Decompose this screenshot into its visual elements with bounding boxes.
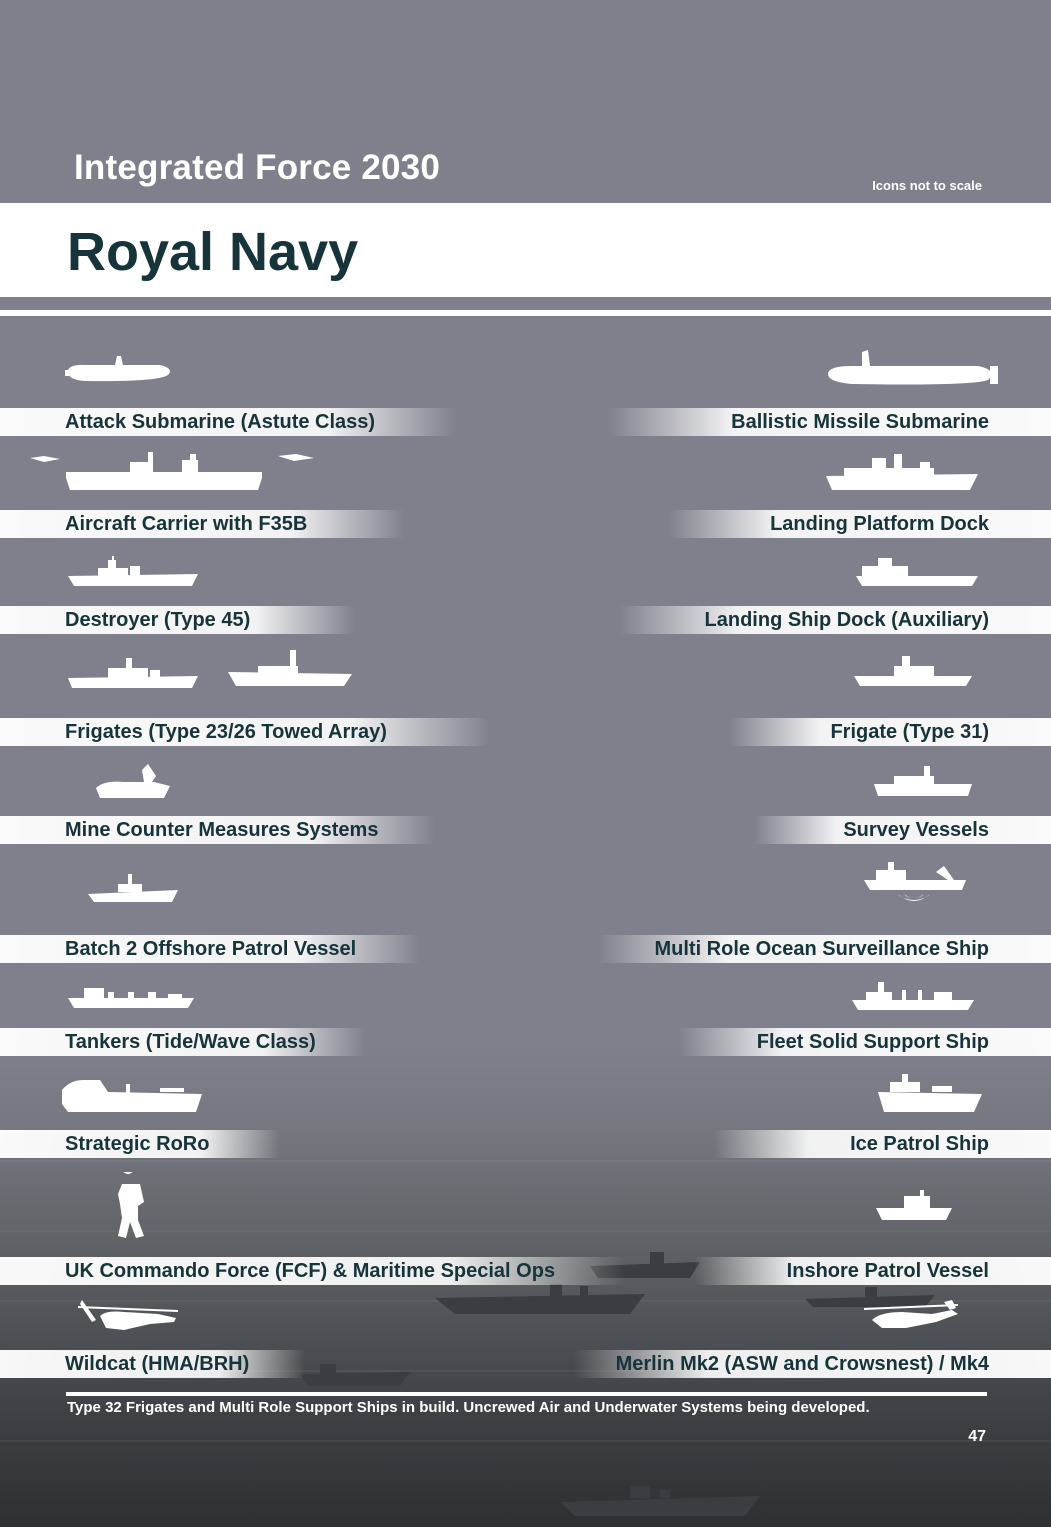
- label-tankers: Tankers (Tide/Wave Class): [0, 1028, 365, 1056]
- survey-vessel-icon: [874, 764, 974, 800]
- label-fleet-solid-support: Fleet Solid Support Ship: [679, 1028, 1051, 1056]
- background-destroyer-silhouette: [560, 1480, 760, 1520]
- label-wildcat: Wildcat (HMA/BRH): [0, 1350, 305, 1378]
- aircraft-carrier-icon: [30, 448, 320, 496]
- merlin-helicopter-icon: [862, 1298, 962, 1334]
- label-aircraft-carrier: Aircraft Carrier with F35B: [0, 510, 405, 538]
- label-ice-patrol-ship: Ice Patrol Ship: [714, 1130, 1051, 1158]
- label-landing-ship-dock: Landing Ship Dock (Auxiliary): [619, 606, 1051, 634]
- background-auxiliary-silhouette: [300, 1360, 410, 1388]
- inshore-patrol-boat-icon: [876, 1188, 954, 1224]
- section-title: Integrated Force 2030: [74, 148, 441, 187]
- header-divider: [0, 310, 1051, 316]
- landing-platform-dock-icon: [824, 450, 980, 494]
- label-mine-countermeasures: Mine Counter Measures Systems: [0, 816, 435, 844]
- label-ocean-surveillance-ship: Multi Role Ocean Surveillance Ship: [599, 935, 1051, 963]
- ballistic-submarine-icon: [822, 346, 1000, 390]
- commando-soldier-icon: [112, 1172, 152, 1240]
- support-ship-icon: [852, 978, 976, 1014]
- label-ballistic-submarine: Ballistic Missile Submarine: [609, 408, 1051, 436]
- label-frigate-type31: Frigate (Type 31): [729, 718, 1051, 746]
- label-merlin-helicopter: Merlin Mk2 (ASW and Crowsnest) / Mk4: [574, 1350, 1051, 1378]
- label-destroyer: Destroyer (Type 45): [0, 606, 355, 634]
- label-landing-platform-dock: Landing Platform Dock: [669, 510, 1051, 538]
- tanker-icon: [68, 980, 196, 1012]
- label-strategic-roro: Strategic RoRo: [0, 1130, 280, 1158]
- page-number: 47: [968, 1428, 986, 1445]
- footnote: Type 32 Frigates and Multi Role Support Ships in build. Uncrewed Air and Underwater Systems being developed.: [67, 1399, 870, 1416]
- landing-ship-icon: [854, 554, 980, 590]
- scale-note: Icons not to scale: [872, 178, 982, 193]
- page-title: Royal Navy: [67, 222, 359, 282]
- label-inshore-patrol-vessel: Inshore Patrol Vessel: [694, 1257, 1051, 1285]
- patrol-vessel-icon: [88, 870, 180, 906]
- destroyer-icon: [68, 556, 200, 590]
- surveillance-ship-icon: [862, 860, 970, 910]
- title-band: [0, 203, 1051, 297]
- label-attack-submarine: Attack Submarine (Astute Class): [0, 408, 455, 436]
- background-carrier-silhouette: [430, 1280, 650, 1320]
- label-offshore-patrol-vessel: Batch 2 Offshore Patrol Vessel: [0, 935, 420, 963]
- label-commando-force: UK Commando Force (FCF) & Maritime Special Ops: [0, 1257, 625, 1285]
- footer-divider: [66, 1392, 987, 1396]
- ice-patrol-ship-icon: [876, 1072, 984, 1116]
- roro-ship-icon: [60, 1076, 206, 1116]
- frigate-type31-icon: [854, 654, 974, 690]
- label-frigates-type23-26: Frigates (Type 23/26 Towed Array): [0, 718, 490, 746]
- submarine-icon: [65, 352, 173, 384]
- label-survey-vessels: Survey Vessels: [754, 816, 1051, 844]
- frigate-icon: [68, 648, 356, 692]
- mine-countermeasures-vessel-icon: [94, 762, 174, 802]
- helicopter-icon: [78, 1298, 182, 1336]
